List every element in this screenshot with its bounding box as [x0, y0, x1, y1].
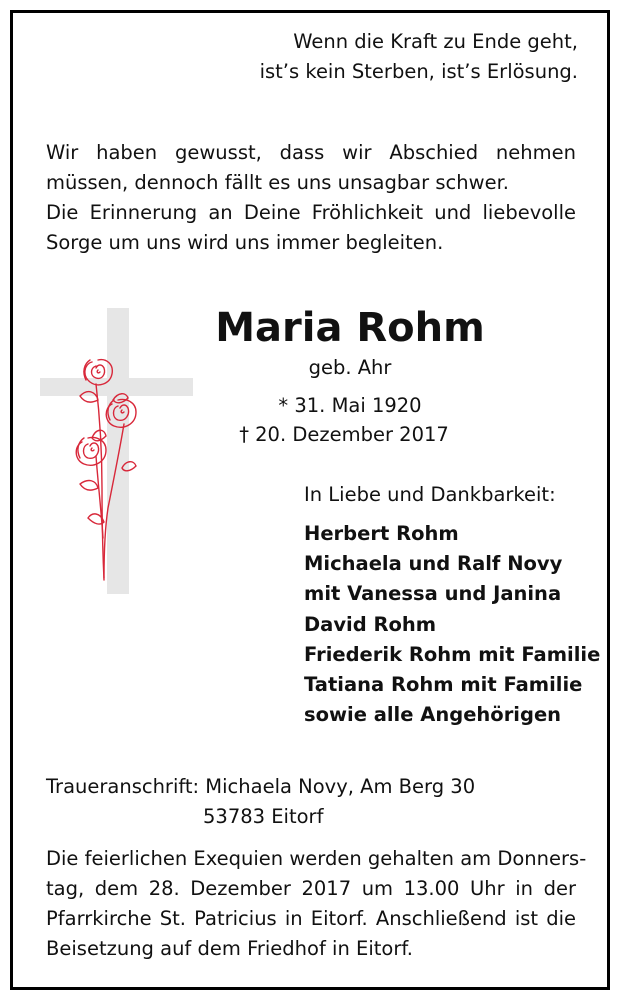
- address-line-2: 53783 Eitorf: [203, 805, 324, 828]
- list-item: David Rohm: [304, 612, 437, 636]
- intro-text: [46, 138, 576, 258]
- motto-line-2: ist’s kein Sterben, ist’s Erlösung.: [259, 60, 578, 83]
- intro-line-1: Wir haben gewusst, dass wir Abschied nehmen: [46, 141, 576, 164]
- funeral-line-1: Die feierlichen Exequien werden gehalten am Donners-: [46, 847, 587, 870]
- motto-line-1: Wenn die Kraft zu Ende geht,: [293, 30, 578, 53]
- list-item: Michaela und Ralf Novy: [304, 552, 563, 576]
- mourners-heading: In Liebe und Dankbarkeit:: [304, 483, 556, 506]
- birth-date: * 31. Mai 1920: [278, 394, 422, 417]
- birth-name: geb. Ahr: [308, 356, 392, 379]
- list-item: Friederik Rohm mit Familie: [304, 642, 601, 666]
- intro-line-2: müssen, dennoch fällt es uns unsagbar schwer.: [46, 171, 510, 194]
- mourners-list: [304, 519, 600, 730]
- list-item: Herbert Rohm: [304, 522, 459, 545]
- motto: [200, 27, 578, 87]
- funeral-text: [46, 844, 587, 964]
- funeral-line-4: Beisetzung auf dem Friedhof in Eitorf.: [46, 937, 413, 960]
- list-item: mit Vanessa und Janina: [304, 582, 562, 606]
- list-item: Tatiana Rohm mit Familie: [304, 673, 583, 697]
- death-date: † 20. Dezember 2017: [239, 423, 449, 446]
- funeral-line-3: Pfarrkirche St. Patricius in Eitorf. Anschließend ist die: [46, 907, 576, 930]
- address-line-1: Traueranschrift: Michaela Novy, Am Berg 30: [46, 775, 476, 798]
- list-item: sowie alle Angehörigen: [304, 703, 562, 727]
- cross-with-roses-icon: [40, 308, 200, 594]
- intro-line-4: Sorge um uns wird uns immer begleiten.: [46, 231, 444, 254]
- intro-line-3: Die Erinnerung an Deine Fröhlichkeit und liebevolle: [46, 201, 576, 224]
- funeral-line-2: tag, dem 28. Dezember 2017 um 13.00 Uhr in der: [46, 877, 576, 900]
- deceased-name: Maria Rohm: [215, 305, 485, 351]
